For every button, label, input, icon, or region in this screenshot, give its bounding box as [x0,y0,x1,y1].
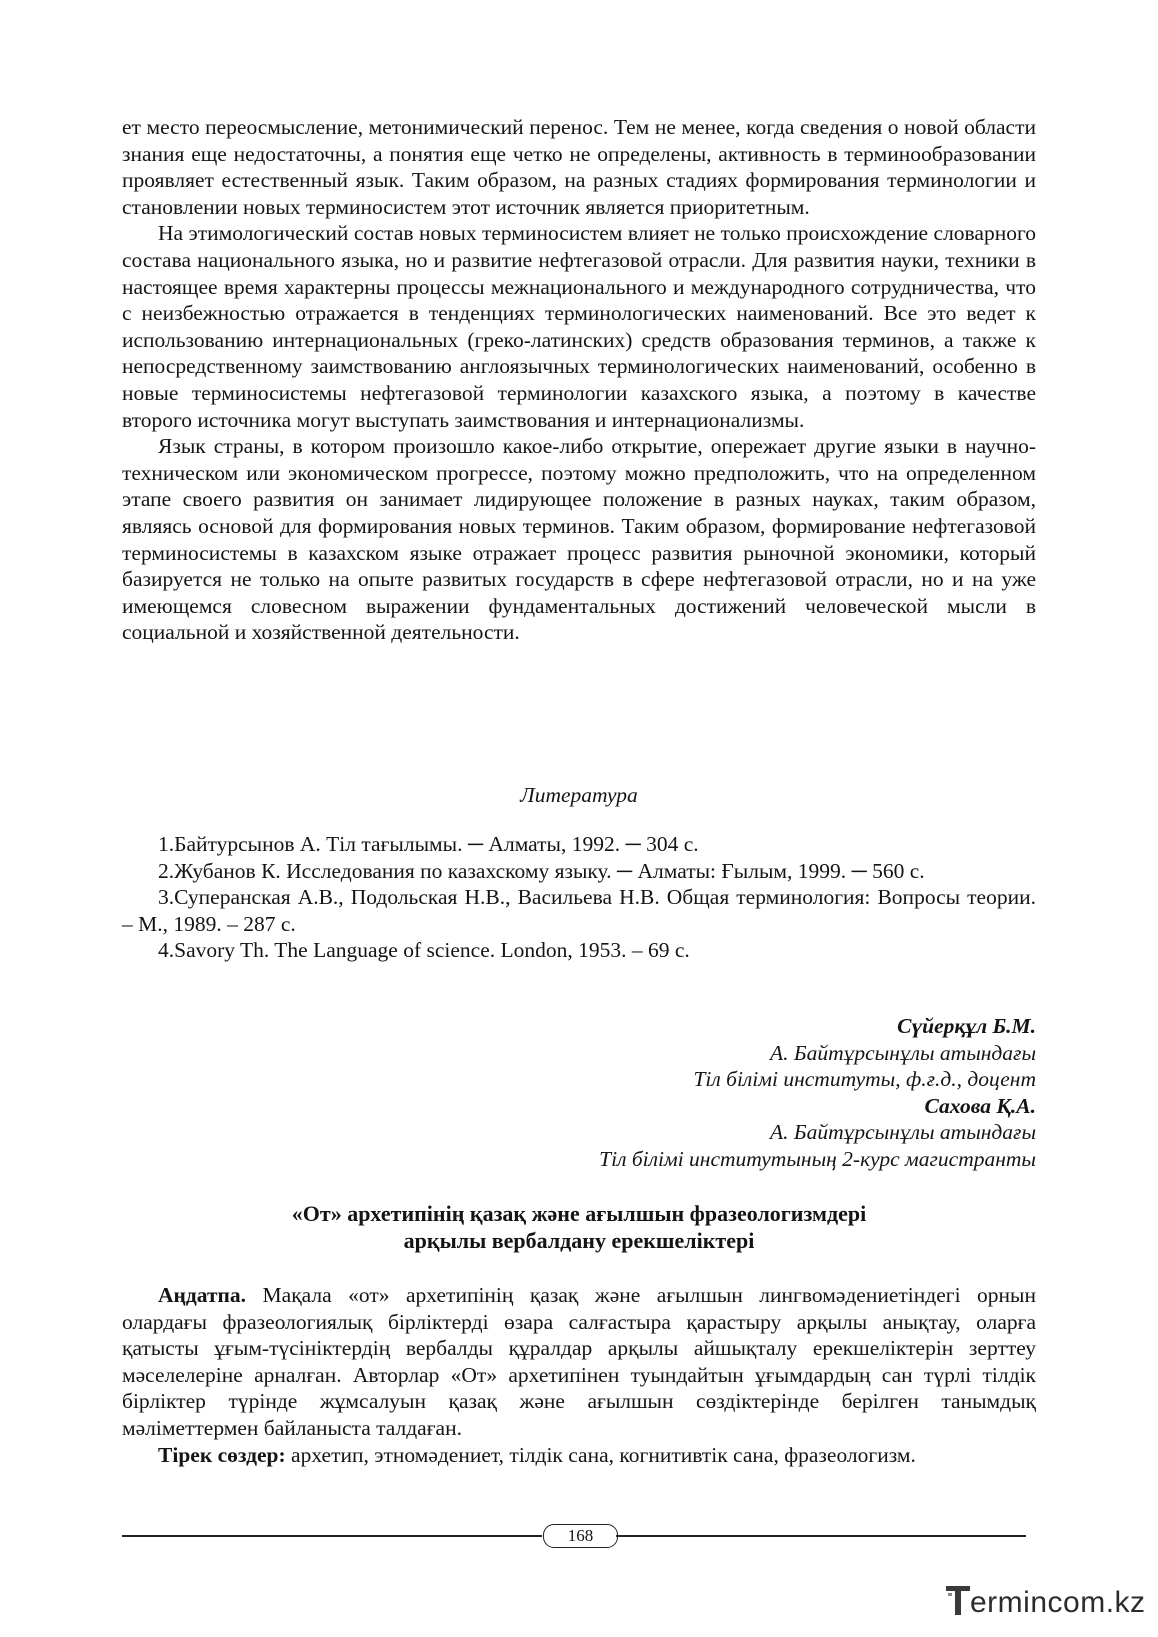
paragraph-2: На этимологический состав новых терминосистем влияет не только происхождение словарного состава национального языка, но и развитие нефтегазовой отрасли. Для развития науки, техники в настоящее время характерны процессы межнационального и международного сотрудничества, что с неизбежностью отражается в тенденциях терминологических наименований. Все это ведет к использованию интернациональных (греко-латинских) средств образования терминов, а также к непосредственному заимствованию англоязычных терминологических наименований, особенно в новые терминосистемы нефтегазовой терминологии казахского языка, а поэтому в качестве второго источника могут выступать заимствования и интернационализмы. [122,221,1036,432]
author-affiliation: А. Байтұрсынұлы атындағы [770,1120,1036,1145]
page-number: 168 [543,1524,618,1548]
watermark-logo [946,1583,1146,1629]
literature-title: Литература [520,783,638,807]
termincom-logo-icon [946,1584,970,1616]
reference-item: 1.Байтурсынов А. Тіл тағылымы. ─ Алматы, 1992. ─ 304 с. [158,832,699,856]
abstract-paragraph [122,1282,1036,1442]
watermark-text: ermincom.kz [970,1586,1146,1619]
reference-item: 3.Суперанская А.В., Подольская Н.В., Васильева Н.В. Общая терминология: Вопросы теории. – М., 1989. – 287 с. [122,885,1036,936]
reference-item: 4.Savory Th. The Language of science. London, 1953. – 69 с. [158,938,690,963]
paragraph-1: ет место переосмысление, метонимический перенос. Тем не менее, когда сведения о новой области знания еще недостаточны, а понятия еще четко не определены, активность в терминообразовании проявляет естественный язык. Таким образом, на разных стадиях формирования терминологии и становлении новых терминосистем этот источник является приоритетным. [122,115,1036,219]
body-text [122,114,1036,646]
author-name: Сүйерқұл Б.М. [897,1014,1036,1038]
abstract-label: Аңдатпа. [158,1283,247,1307]
article-title [122,1200,1036,1254]
author-name: Сахова Қ.А. [924,1093,1036,1118]
paragraph-3: Язык страны, в котором произошло какое-либо открытие, опережает другие языки в научно-техническом или экономическом прогрессе, поэтому можно предположить, что на определенном этапе своего развития он занимает лидирующее положение в разных науках, таким образом, являясь основой для формирования новых терминов. Таким образом, формирование нефтегазовой терминосистемы в казахском языке отражает процесс развития рыночной экономики, который базируется не только на опыте развитых государств в сфере нефтегазовой отрасли, но и на уже имеющемся словесном выражении фундаментальных достижений человеческой мысли в социальной и хозяйственной деятельности. [122,434,1036,645]
abstract-text: Мақала «от» архетипінің қазақ және ағылшын лингвомәдениетіндегі орнын олардағы фразеологиялық бірліктерді өзара салғастыра қарастыру арқылы анықтау, оларға қатысты ұғым-түсініктердің вербалды құралдар арқылы айшықталу ерекшеліктерін зерттеу мәселелеріне арналған. Авторлар «От» архетипінен туындайтын ұғымдардың сан түрлі тілдік бірліктер түрінде жұмсалуын қазақ және ағылшын сөздіктерінде берілген танымдық мәліметтермен байланыста талдаған. [122,1283,1036,1440]
footer-rule-left [122,1535,542,1537]
references-list [122,831,1036,964]
article-title-line: «От» архетипінің қазақ және ағылшын фразеологизмдері [291,1201,867,1226]
keywords-label: Тірек сөздер: [158,1442,286,1467]
author-affiliation: А. Байтұрсынұлы атындағы [770,1040,1036,1065]
footer-rule-right [616,1535,1026,1537]
author-affiliation: Тіл білімі институтының 2-курс магистранты [599,1146,1036,1171]
author-affiliation: Тіл білімі институты, ф.ғ.д., доцент [693,1067,1036,1092]
keywords-text: архетип, этномәдениет, тілдік сана, когнитивтік сана, фразеологизм. [285,1442,916,1467]
authors-block [336,1013,1036,1173]
keywords-paragraph [122,1442,1036,1469]
abstract-block [122,1282,1036,1468]
article-title-line: арқылы вербалдану ерекшеліктері [403,1228,755,1253]
reference-item: 2.Жубанов К. Исследования по казахскому языку. ─ Алматы: Ғылым, 1999. ─ 560 с. [158,858,925,883]
